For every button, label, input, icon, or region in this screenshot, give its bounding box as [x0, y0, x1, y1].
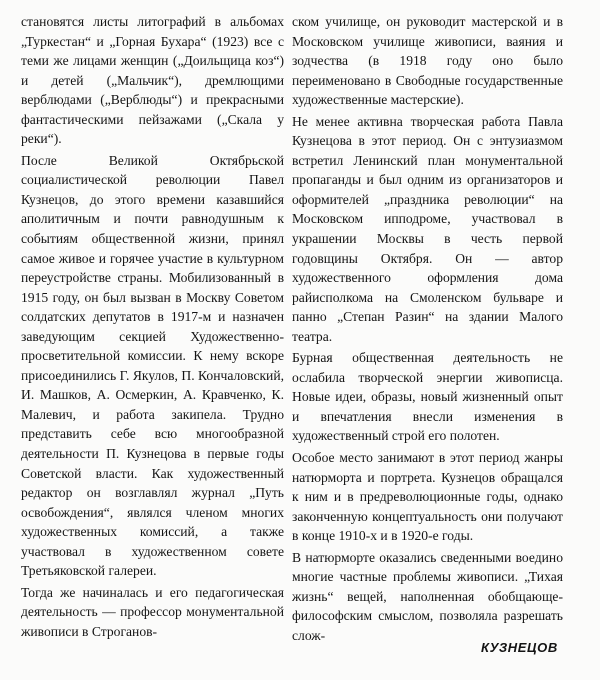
paragraph: Особое место занимают в этот период жанры натюрморта и портрета. Кузнецов обращался к ним и в предреволюционные годы, однако законченную концептуальность они получают в конце 1910-х и в 1920-е годы. [292, 450, 563, 544]
paragraph: Бурная общественная деятельность не ослабила творческой энергии живописца. Новые идеи, образы, новый жизненный опыт и впечатления внесли изменения в художественный строй его полотен. [292, 350, 563, 444]
running-footer: КУЗНЕЦОВ [481, 640, 558, 655]
paragraph: После Великой Октябрьской социалистической революции Павел Кузнецов, до этого времени казавшийся аполитичным и почти равнодушным к событиям общественной жизни, принял самое живое и горячее участие в культурном переустройстве страны. Мобилизованный в 1915 году, он был вызван в Москву Советом солдатских депутатов в 1917-м и назначен заведующим секцией Художественно-просветительной комиссии. К нему вскоре присоединились Г. Якулов, П. Кончаловский, И. Машков, А. Осмеркин, А. Кравченко, К. Малевич, и работа закипела. Трудно представить себе всю многообразной деятельности П. Кузнецова в первые годы Советской власти. Как художественный редактор он возглавлял журнал „Путь освобождения“, являлся членом многих художественных комиссий, а также участвовал в художественном совете Третьяковской галереи. [21, 152, 284, 579]
paragraph: Тогда же начиналась и его педагогическая деятельность — профессор монументальной живописи в Строганов- [21, 584, 284, 639]
paragraph: становятся листы литографий в альбомах „Туркестан“ и „Горная Бухара“ (1923) все с теми же лицами женщин („Доильщица коз“) и детей („Мальчик“), дремлющими верблюдами („Верблюды“) и прекрасными фантастическими пейзажами („Скала у реки“). [21, 14, 284, 147]
right-text-column [292, 12, 563, 646]
paragraph: ском училище, он руководит мастерской и в Московском училище живописи, ваяния и зодчества (в 1918 году оно было переименовано в Свободные государственные художественные мастерские). [292, 14, 563, 108]
paragraph: Не менее активна творческая работа Павла Кузнецова в этот период. Он с энтузиазмом встретил Ленинский план монументальной пропаганды и был одним из организаторов и оформителей „праздника революции“ на Московском ипподроме, участвовал в украшении Москвы в честь первой годовщины Октября. Он — автор художественного оформления дома райисполкома на Смоленском бульваре и панно „Степан Разин“ на здании Малого театра. [292, 113, 563, 344]
paragraph: В натюрморте оказались сведенными воедино многие частные проблемы живописи. „Тихая жизнь“ вещей, наполненная обобщающе-философским смыслом, позволяла разрешать слож- [292, 549, 563, 643]
left-text-column [21, 12, 284, 642]
